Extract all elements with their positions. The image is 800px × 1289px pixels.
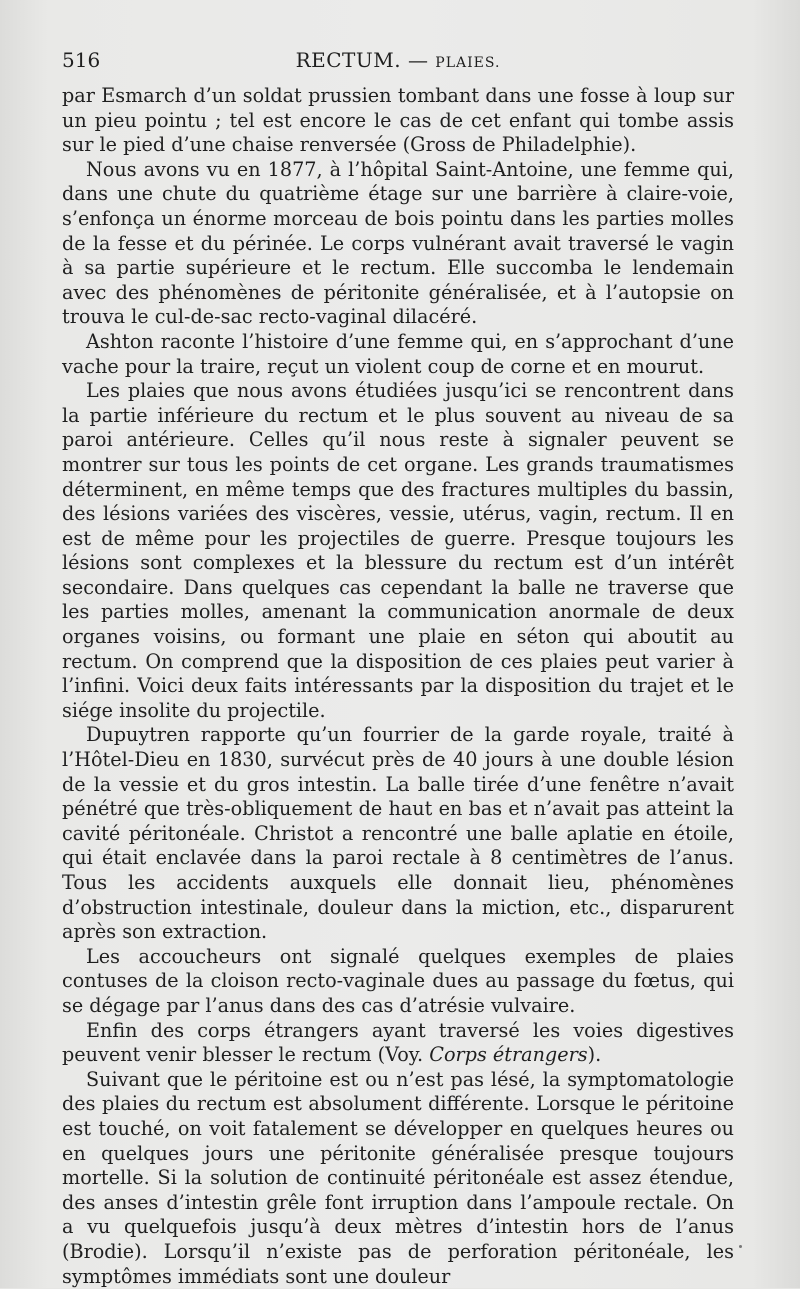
paragraph: [62, 330, 734, 379]
paragraph-text: Suivant que le péritoine est ou n’est pas lésé, la symptomatologie des plaies du rectum est absolument différente. Lorsque le péritoine est touché, on voit fatalement se développer en quelques heures ou en quelques jours une péritonite généralisée presque toujours mortelle. Si la solution de continuité péritonéale est assez étendue, des anses d’intestin grêle font irruption dans l’ampoule rectale. On a vu quelquefois jusqu’à deux mètres d’intestin hors de l’anus (Brodie). Lorsqu’il n’existe pas de perforation péritonéale, les symptômes immédiats sont une douleur: [62, 1067, 734, 1288]
running-head: [62, 46, 734, 77]
paragraph-text: Nous avons vu en 1877, à l’hôpital Saint-Antoine, une femme qui, dans une chute du quatrième étage sur une barrière à claire-voie, s’enfonça un énorme morceau de bois pointu dans les parties molles de la fesse et du périnée. Le corps vulnérant avait traversé le vagin à sa partie supérieure et le rectum. Elle succomba le lendemain avec des phénomènes de péritonite généralisée, et à l’autopsie on trouva le cul-de-sac recto-vaginal dilacéré.: [62, 157, 734, 329]
paragraph-text: par Esmarch d’un soldat prussien tombant dans une fosse à loup sur un pieu pointu ; tel est encore le cas de cet enfant qui tombe assis sur le pied d’une chaise renversée (Gross de Philadelphie).: [62, 84, 734, 157]
paragraph-text: Dupuytren rapporte qu’un fourrier de la garde royale, traité à l’Hôtel-Dieu en 1830, survécut près de 40 jours à une double lésion de la vessie et du gros intestin. La balle tirée d’une fenêtre n’avait pénétré que très-obliquement de haut en bas et n’avait pas atteint la cavité péritonéale. Christot a rencontré une balle aplatie en étoile, qui était enclavée dans la paroi rectale à 8 centimètres de l’anus. Tous les accidents auxquels elle donnait lieu, phénomènes d’obstruction intestinale, douleur dans la miction, etc., disparurent après son extraction.: [62, 723, 734, 944]
paragraph-text: Les accoucheurs ont signalé quelques exemples de plaies contuses de la cloison recto-vaginale dues au passage du fœtus, qui se dégage par l’anus dans des cas d’atrésie vulvaire.: [62, 944, 734, 1017]
paragraph: [62, 1019, 734, 1068]
paragraph: [62, 1068, 734, 1289]
paragraph-text: Ashton raconte l’histoire d’une femme qui, en s’approchant d’une vache pour la traire, reçut un violent coup de corne et en mourut.: [62, 329, 734, 378]
page-header: [62, 46, 734, 74]
running-head-title: RECTUM.: [295, 48, 402, 72]
paragraph: [62, 379, 734, 723]
paragraph-continued: [62, 84, 734, 158]
paragraph: [62, 723, 734, 944]
paragraph: [62, 945, 734, 1019]
paragraph: [62, 158, 734, 330]
ink-speck: [739, 1245, 742, 1248]
paragraph-text: Les plaies que nous avons étudiées jusqu’ici se rencontrent dans la partie inférieure du rectum et le plus souvent au niveau de sa paroi antérieure. Celles qu’il nous reste à signaler peuvent se montrer sur tous les points de cet organe. Les grands traumatismes déterminent, en même temps que des fractures multiples du bassin, des lésions variées des viscères, vessie, utérus, vagin, rectum. Il en est de même pour les projectiles de guerre. Presque toujours les lésions sont complexes et la blessure du rectum est d’un intérêt secondaire. Dans quelques cas cependant la balle ne traverse que les parties molles, amenant la communication anormale de deux organes voisins, ou formant une plaie en séton qui aboutit au rectum. On comprend que la disposition de ces plaies peut varier à l’infini. Voici deux faits intéressants par la disposition du trajet et le siége insolite du projectile.: [62, 379, 734, 722]
page-number: 516: [62, 48, 101, 72]
body-text: [62, 84, 734, 1289]
running-head-section: PLAIES.: [435, 55, 501, 71]
paragraph-text-end: ).: [587, 1043, 602, 1067]
cross-reference: Corps étrangers: [429, 1043, 588, 1067]
running-head-separator: —: [407, 48, 429, 72]
paragraph-text: Enfin des corps étrangers ayant traversé les voies digestives peuvent venir blesser le rectum (Voy.: [62, 1018, 734, 1067]
